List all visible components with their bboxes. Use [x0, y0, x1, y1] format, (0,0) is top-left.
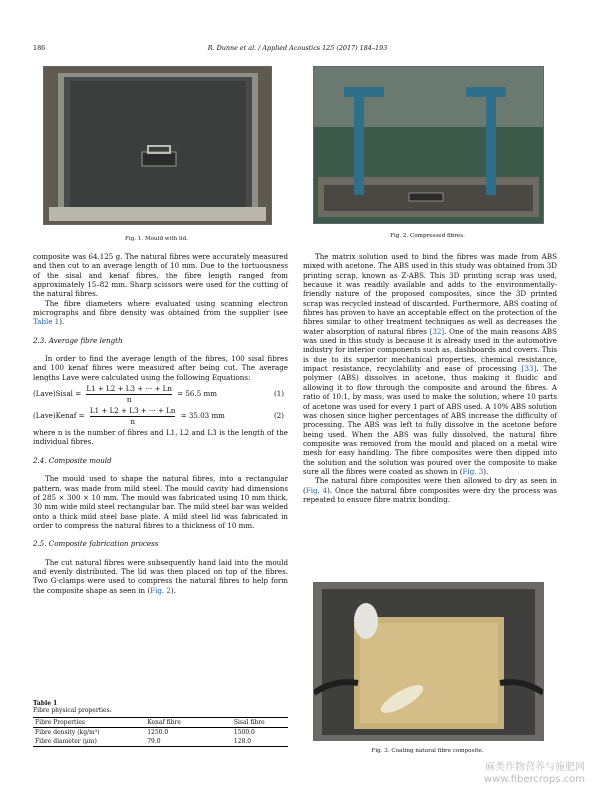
- watermark-line: www.fibercrops.com: [483, 774, 585, 785]
- column-header: Kenaf fibre: [147, 719, 181, 726]
- coating-photo: [314, 583, 543, 740]
- paragraph: The mould used to shape the natural fibres, into a rectangular pattern, was made from mild steel. The mould cavity had dimensions of 285 × 300 × 10 mm. The mould was fabricated using 10 mm thick, 30 mm wide mild steel rectangular bar. The mild steel bar was welded onto a thick mild steel base plate. A mild steel lid was fabricated in order to compress the natural fibres to a thickness of 10 mm.: [33, 474, 288, 530]
- table-1: [33, 700, 288, 747]
- paragraph-text: . One of the main reasons ABS was used in this study is because it is already used in the automotive industry for interior components such as, dashboards and covers. This is due to its superior mechanical properties, chemical resistance, impact resistance, recyclability and ease of processing: [303, 326, 557, 374]
- column-header: Sisal fibre: [233, 719, 265, 726]
- paragraph: [33, 558, 288, 595]
- eq-rhs: = 35.03 mm: [180, 411, 225, 421]
- figure-3-coating-composite: [313, 582, 544, 741]
- table-cell: Fibre density (kg/m³): [35, 729, 100, 736]
- paragraph-text: ).: [59, 317, 65, 327]
- paragraph-text: ).: [483, 466, 489, 476]
- paragraph: where n is the number of fibres and L1, L2 and L3 is the length of the individual fibres.: [33, 428, 288, 447]
- denominator: n: [130, 416, 135, 426]
- paragraph-text: The natural fibre composites were then allowed to dry as seen in (: [303, 476, 557, 495]
- fig-3-link[interactable]: Fig. 3: [462, 466, 484, 476]
- figure-1-mould-with-lid: [43, 66, 272, 225]
- paragraph-text: . The polymer (ABS) dissolves in acetone, thus making it fluidic and allowing it to flow through the composite and around the fibres. A ratio of 10:1, by mass, was used to make the solution, where 10 parts of acetone was used for every 1 part of ABS used. A 10% ABS solution was chosen since higher percentages of ABS increase the difficulty of processing. The ABS was left to fully dissolve in the acetone before being used. When the ABS was fully dissolved, the natural fibre composite was removed from the mould and placed on a metal wire mesh for easy handling. The fibre composites were then dipped into the solution and the solution was poured over the composite to make sure all the fibres were coated as shown in (: [303, 364, 557, 476]
- paragraph: [303, 476, 557, 504]
- watermark-line: 麻类作物营养与施肥网: [485, 762, 585, 773]
- figure-2-compressed-fibres: [313, 66, 544, 224]
- reference-33-link[interactable]: [33]: [521, 364, 537, 374]
- numerator: L1 + L2 + L3 + ··· + Ln: [86, 384, 172, 394]
- table-subtitle: Fibre physical properties.: [33, 707, 112, 714]
- paragraph-text: ).: [170, 585, 176, 595]
- eq-lhs: (Lave)Kenaf =: [33, 411, 85, 421]
- figure-1-caption: Fig. 1. Mould with lid.: [125, 236, 188, 242]
- table-title: Table 1: [33, 700, 58, 707]
- figure-3-caption: Fig. 3. Coating natural fibre composite.: [371, 748, 484, 754]
- paragraph: [33, 299, 288, 327]
- clamp-photo: [314, 67, 543, 223]
- table-1-link[interactable]: Table 1: [33, 317, 60, 327]
- paragraph-text: ). Once the natural fibre composites were dry the process was repeated to ensure fibre matrix bonding.: [303, 485, 557, 504]
- right-column: [303, 252, 557, 504]
- paragraph-text: The matrix solution used to bind the fibres was made from ABS mixed with acetone. The ABS used in this study was obtained from 3D printing scrap, known as Z-ABS. This 3D printing scrap was used, because it was readily available and adds to the environmentally-friendly nature of the proposed composites, since the 3D printed scrap was recycled instead of discarded. Furthermore, ABS coating of fibres has proven to have an acceptable effect on the protection of the fibres similar to other treatment techniques as well as decreases the water absorption of natural fibres: [303, 252, 557, 336]
- denominator: n: [126, 394, 132, 404]
- table-row: [33, 728, 288, 738]
- section-heading-2-4: 2.4. Composite mould: [33, 455, 112, 465]
- figure-2-caption: Fig. 2. Compressed fibres.: [390, 233, 465, 239]
- numerator: L1 + L2 + L3 + ··· + Ln: [89, 406, 176, 416]
- table-cell: Fibre diameter (μm): [35, 738, 97, 745]
- table-cell: 1500.0: [233, 729, 255, 736]
- equation-content: [33, 406, 225, 426]
- equation-1: [33, 384, 288, 404]
- table-cell: 1250.0: [147, 729, 169, 736]
- equation-number: (1): [273, 389, 284, 399]
- eq-rhs: = 56.5 mm: [177, 389, 217, 399]
- section-heading-2-5: 2.5. Composite fabrication process: [33, 539, 159, 549]
- table-body: [33, 717, 288, 747]
- fraction: [86, 384, 172, 404]
- paragraph: In order to find the average length of the fibres, 100 sisal fibres and 100 kenaf fibres were measured after being cut. The average lengths Lave were calculated using the following Equations:: [33, 354, 288, 382]
- column-header: Fibre Properties: [35, 719, 85, 726]
- mould-photo: [44, 67, 271, 224]
- left-column: [33, 252, 288, 595]
- running-header: R. Dunne et al. / Applied Acoustics 125 (2017) 184–193: [207, 44, 388, 52]
- fig-4-link[interactable]: Fig. 4: [305, 485, 328, 495]
- paragraph: composite was 64.125 g. The natural fibres were accurately measured and then cut to an average length of 10 mm. Due to the tortuousness of the sisal and kenaf fibres, the fibre length ranged from approximately 15–82 mm. Sharp scissors were used for the cutting of the natural fibres.: [33, 252, 288, 299]
- paragraph: [303, 252, 557, 476]
- reference-32-link[interactable]: [32]: [429, 326, 445, 336]
- table-cell: 79.0: [147, 738, 161, 745]
- eq-lhs: (Lave)Sisal =: [33, 389, 82, 399]
- fraction: [90, 406, 176, 426]
- table-header-row: [33, 718, 288, 728]
- paragraph-text: The cut natural fibres were subsequently hand laid into the mould and evenly distributed. The lid was then placed on top of the fibres. Two G-clamps were used to compress the natural fibres to help form the composite shape as seen in (: [33, 557, 288, 595]
- page-number: 186: [33, 44, 46, 52]
- equation-2: [33, 406, 288, 426]
- section-heading-2-3: 2.3. Average fibre length: [33, 335, 123, 345]
- equation-number: (2): [273, 411, 284, 421]
- table-row: [33, 737, 288, 747]
- table-cell: 128.0: [233, 738, 252, 745]
- paragraph-text: The fibre diameters where evaluated using scanning electron micrographs and fibre density was obtained from the supplier (see: [33, 298, 288, 318]
- watermark: [484, 762, 585, 786]
- equation-content: [33, 384, 217, 404]
- fig-2-link[interactable]: Fig. 2: [150, 585, 171, 595]
